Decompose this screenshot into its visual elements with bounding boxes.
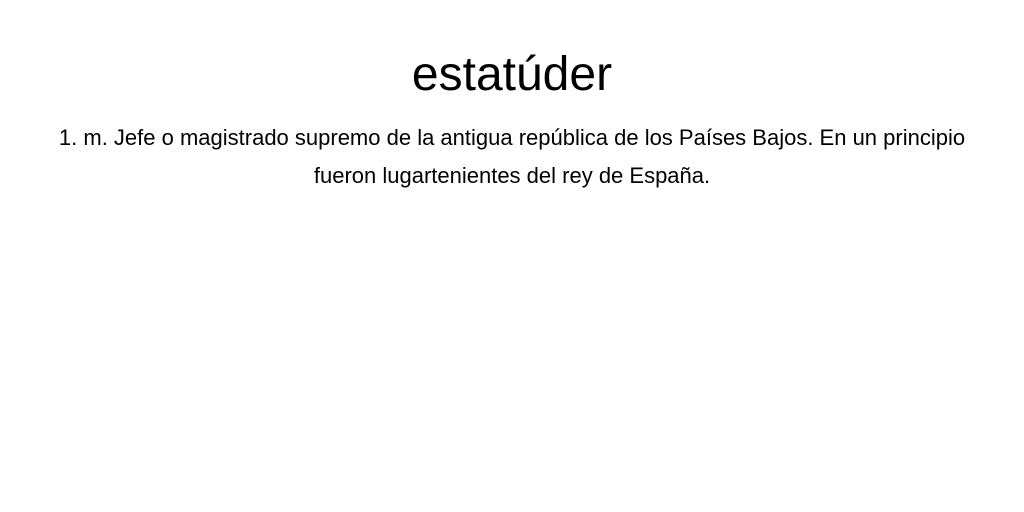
definition-text: 1. m. Jefe o magistrado supremo de la antigua república de los Países Bajos. En un principio fueron lugartenientes del rey de España. xyxy=(58,125,966,188)
headword-title: estatúder xyxy=(411,48,613,101)
